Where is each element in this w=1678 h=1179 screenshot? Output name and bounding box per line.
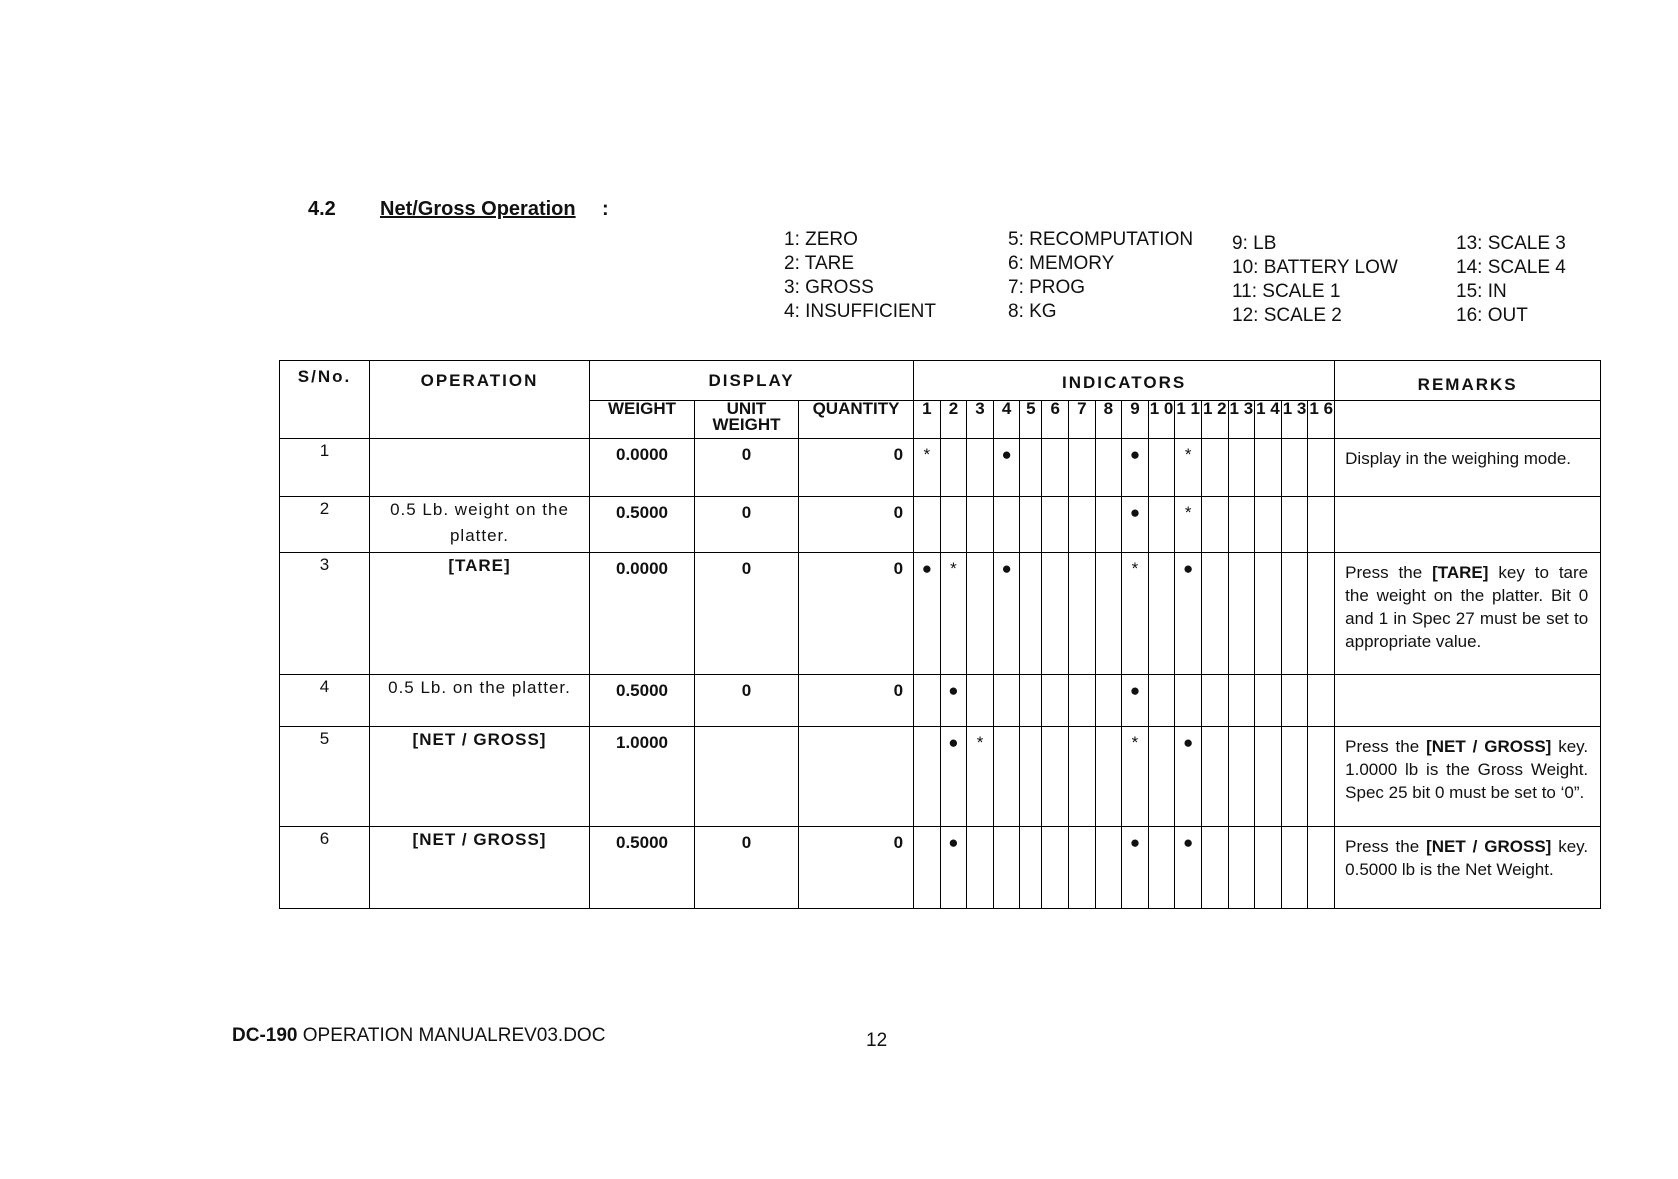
header-indicator-number: 1 4 — [1255, 401, 1282, 439]
header-unit-weight: UNIT WEIGHT — [695, 401, 799, 439]
sno-cell: 1 — [280, 439, 370, 497]
header-indicator-number: 1 1 — [1175, 401, 1202, 439]
legend-item: 6: MEMORY — [1008, 253, 1115, 274]
indicator-cell — [1308, 827, 1335, 909]
quantity-cell: 0 — [799, 497, 914, 553]
legend-item: 1: ZERO — [784, 229, 858, 250]
indicator-cell — [1308, 439, 1335, 497]
page-number: 12 — [866, 1030, 888, 1051]
header-indicator-number: 1 3 — [1228, 401, 1255, 439]
indicator-cell — [1069, 553, 1096, 675]
indicator-cell — [1201, 439, 1228, 497]
section-number: 4.2 — [308, 198, 336, 220]
operation-cell: [TARE] — [370, 553, 590, 675]
indicator-cell: ● — [1175, 727, 1202, 827]
sno-cell: 2 — [280, 497, 370, 553]
weight-cell: 0.5000 — [590, 827, 695, 909]
indicator-cell — [1228, 439, 1255, 497]
weight-cell: 1.0000 — [590, 727, 695, 827]
header-indicator-number: 2 — [940, 401, 967, 439]
indicator-cell — [1148, 553, 1175, 675]
section-title: Net/Gross Operation — [380, 198, 576, 220]
indicator-cell — [993, 497, 1020, 553]
header-indicator-number: 8 — [1095, 401, 1122, 439]
indicator-cell — [1281, 727, 1308, 827]
indicator-cell — [1255, 497, 1282, 553]
header-display: DISPLAY — [590, 361, 914, 401]
header-indicator-number: 1 6 — [1308, 401, 1335, 439]
indicator-cell: * — [1122, 553, 1149, 675]
unit-weight-cell: 0 — [695, 675, 799, 727]
indicator-cell — [1095, 727, 1122, 827]
indicator-cell — [1281, 827, 1308, 909]
remarks-text: key. 1.0000 lb is the Gross Weight. Spec 25 bit 0 must be set to ‘0”. — [1345, 737, 1589, 802]
indicator-cell — [1095, 827, 1122, 909]
remarks-key: [NET / GROSS] — [1426, 837, 1552, 856]
legend-item: 9: LB — [1232, 233, 1277, 254]
indicator-cell — [967, 827, 994, 909]
indicator-cell — [1148, 497, 1175, 553]
header-indicator-number: 6 — [1042, 401, 1069, 439]
footer-docname — [232, 1025, 605, 1047]
legend-item: 13: SCALE 3 — [1456, 233, 1566, 254]
table-row — [280, 553, 1601, 675]
legend-column-2 — [1008, 228, 1193, 324]
indicator-cell — [1308, 553, 1335, 675]
indicator-cell — [1069, 439, 1096, 497]
legend-item: 10: BATTERY LOW — [1232, 257, 1398, 278]
legend-item: 14: SCALE 4 — [1456, 257, 1566, 278]
remarks-text: Press the — [1345, 837, 1427, 856]
indicator-cell — [1228, 727, 1255, 827]
legend-column-1 — [784, 228, 936, 324]
remarks-text: Press the — [1345, 563, 1433, 582]
indicator-cell — [1308, 727, 1335, 827]
indicator-cell — [993, 727, 1020, 827]
sno-cell: 3 — [280, 553, 370, 675]
header-indicator-number: 1 2 — [1201, 401, 1228, 439]
indicator-cell — [1228, 553, 1255, 675]
indicator-cell — [1042, 439, 1069, 497]
indicator-cell — [1148, 827, 1175, 909]
indicator-cell — [1281, 553, 1308, 675]
indicator-cell: ● — [1122, 675, 1149, 727]
legend-item: 8: KG — [1008, 301, 1057, 322]
legend-item: 4: INSUFFICIENT — [784, 301, 937, 322]
operation-cell — [370, 439, 590, 497]
indicator-cell — [1042, 553, 1069, 675]
indicator-cell — [1201, 553, 1228, 675]
footer-doc: OPERATION MANUALREV03.DOC — [302, 1025, 606, 1046]
indicator-cell — [1255, 727, 1282, 827]
indicator-cell: ● — [940, 727, 967, 827]
sno-cell: 4 — [280, 675, 370, 727]
header-indicator-number: 1 0 — [1148, 401, 1175, 439]
indicator-cell — [1201, 675, 1228, 727]
unit-weight-cell: 0 — [695, 553, 799, 675]
remarks-key: [TARE] — [1432, 563, 1489, 582]
table-row — [280, 675, 1601, 727]
indicator-cell — [1020, 727, 1042, 827]
header-indicator-number: 4 — [993, 401, 1020, 439]
indicator-cell — [967, 497, 994, 553]
indicator-cell — [1255, 439, 1282, 497]
operation-cell: [NET / GROSS] — [370, 727, 590, 827]
quantity-cell: 0 — [799, 675, 914, 727]
indicator-cell: * — [1175, 497, 1202, 553]
header-remarks: REMARKS — [1335, 361, 1601, 401]
indicator-cell — [1281, 439, 1308, 497]
sno-cell: 6 — [280, 827, 370, 909]
indicator-cell — [940, 439, 967, 497]
header-indicator-number: 5 — [1020, 401, 1042, 439]
indicator-cell — [1095, 675, 1122, 727]
indicator-cell: ● — [1122, 439, 1149, 497]
section-colon: : — [602, 198, 609, 220]
indicator-cell — [1228, 497, 1255, 553]
indicator-cell — [967, 675, 994, 727]
indicator-cell — [1201, 727, 1228, 827]
operation-table — [279, 360, 1601, 909]
quantity-cell: 0 — [799, 553, 914, 675]
indicator-cell — [1148, 675, 1175, 727]
legend-item: 3: GROSS — [784, 277, 874, 298]
indicator-cell — [1020, 439, 1042, 497]
indicator-cell — [914, 675, 941, 727]
unit-weight-cell: 0 — [695, 497, 799, 553]
sno-cell: 5 — [280, 727, 370, 827]
header-operation: OPERATION — [370, 361, 590, 439]
indicator-cell — [1281, 497, 1308, 553]
indicator-cell — [1255, 553, 1282, 675]
indicator-cell — [993, 827, 1020, 909]
indicator-cell: ● — [1175, 553, 1202, 675]
header-weight: WEIGHT — [590, 401, 695, 439]
remarks-cell — [1335, 553, 1601, 675]
indicator-cell — [914, 827, 941, 909]
indicator-cell — [1255, 675, 1282, 727]
indicator-cell — [1095, 553, 1122, 675]
header-indicator-number: 1 3 — [1281, 401, 1308, 439]
remarks-cell — [1335, 727, 1601, 827]
unit-weight-cell: 0 — [695, 827, 799, 909]
indicator-cell: ● — [1175, 827, 1202, 909]
legend-item: 11: SCALE 1 — [1232, 281, 1341, 302]
indicator-cell — [1201, 497, 1228, 553]
legend-item: 2: TARE — [784, 253, 855, 274]
indicator-cell: ● — [1122, 827, 1149, 909]
indicator-cell — [967, 553, 994, 675]
table-row — [280, 827, 1601, 909]
indicator-cell: ● — [914, 553, 941, 675]
header-indicator-number: 1 — [914, 401, 941, 439]
indicator-cell: ● — [993, 553, 1020, 675]
header-indicator-number: 3 — [967, 401, 994, 439]
indicator-cell: ● — [1122, 497, 1149, 553]
indicator-cell — [967, 439, 994, 497]
indicator-cell — [1069, 727, 1096, 827]
operation-cell: 0.5 Lb. on the platter. — [370, 675, 590, 727]
indicator-cell — [1148, 439, 1175, 497]
remarks-cell — [1335, 439, 1601, 497]
indicator-cell — [1308, 497, 1335, 553]
indicator-cell — [1228, 827, 1255, 909]
table-row — [280, 497, 1601, 553]
indicator-cell — [1042, 497, 1069, 553]
indicator-cell: ● — [940, 827, 967, 909]
header-indicators: INDICATORS — [914, 361, 1335, 401]
legend-column-4 — [1456, 232, 1566, 328]
indicator-cell — [914, 727, 941, 827]
header-quantity: QUANTITY — [799, 401, 914, 439]
legend-item: 15: IN — [1456, 281, 1507, 302]
indicator-cell — [1281, 675, 1308, 727]
legend-item: 7: PROG — [1008, 277, 1086, 298]
quantity-cell: 0 — [799, 827, 914, 909]
header-indicator-number: 7 — [1069, 401, 1096, 439]
indicator-cell — [1042, 675, 1069, 727]
unit-weight-cell — [695, 727, 799, 827]
legend-item: 16: OUT — [1456, 305, 1528, 326]
indicator-cell: * — [1122, 727, 1149, 827]
remarks-text: key. 0.5000 lb is the Net Weight. — [1345, 837, 1589, 879]
remarks-text: key to tare the weight on the platter. Bit 0 and 1 in Spec 27 must be set to appropriate value. — [1345, 563, 1589, 651]
legend-column-3 — [1232, 232, 1398, 328]
legend-item: 12: SCALE 2 — [1232, 305, 1342, 326]
indicator-cell: * — [967, 727, 994, 827]
header-remarks-blank — [1335, 401, 1601, 439]
indicator-cell — [1020, 553, 1042, 675]
footer-model: DC-190 — [232, 1025, 298, 1046]
indicator-cell — [1069, 675, 1096, 727]
remarks-key: [NET / GROSS] — [1426, 737, 1552, 756]
indicator-cell — [1020, 675, 1042, 727]
indicator-cell — [1255, 827, 1282, 909]
remarks-cell — [1335, 497, 1601, 553]
indicator-cell — [1069, 497, 1096, 553]
indicator-cell — [1069, 827, 1096, 909]
indicator-cell — [1308, 675, 1335, 727]
remarks-cell — [1335, 675, 1601, 727]
quantity-cell: 0 — [799, 439, 914, 497]
indicator-cell — [1020, 497, 1042, 553]
indicator-cell — [1228, 675, 1255, 727]
indicator-cell — [1020, 827, 1042, 909]
operation-cell: 0.5 Lb. weight on the platter. — [370, 497, 590, 553]
indicator-cell — [940, 497, 967, 553]
unit-weight-cell: 0 — [695, 439, 799, 497]
operation-cell: [NET / GROSS] — [370, 827, 590, 909]
header-sno: S/No. — [280, 361, 370, 439]
indicator-cell — [993, 675, 1020, 727]
indicator-cell — [1148, 727, 1175, 827]
indicator-cell — [1095, 439, 1122, 497]
table-row — [280, 727, 1601, 827]
indicator-cell — [1042, 727, 1069, 827]
remarks-text: Display in the weighing mode. — [1345, 449, 1572, 468]
weight-cell: 0.0000 — [590, 439, 695, 497]
remarks-cell — [1335, 827, 1601, 909]
weight-cell: 0.5000 — [590, 675, 695, 727]
indicator-cell — [1095, 497, 1122, 553]
weight-cell: 0.0000 — [590, 553, 695, 675]
quantity-cell — [799, 727, 914, 827]
indicator-cell: * — [914, 439, 941, 497]
table-row — [280, 439, 1601, 497]
remarks-text: Press the — [1345, 737, 1427, 756]
legend-item: 5: RECOMPUTATION — [1008, 229, 1194, 250]
indicator-cell: * — [1175, 439, 1202, 497]
indicator-cell — [1175, 675, 1202, 727]
header-indicator-number: 9 — [1122, 401, 1149, 439]
indicator-cell: ● — [993, 439, 1020, 497]
indicator-cell: ● — [940, 675, 967, 727]
indicator-cell — [914, 497, 941, 553]
indicator-cell: * — [940, 553, 967, 675]
indicator-cell — [1042, 827, 1069, 909]
indicator-cell — [1201, 827, 1228, 909]
weight-cell: 0.5000 — [590, 497, 695, 553]
